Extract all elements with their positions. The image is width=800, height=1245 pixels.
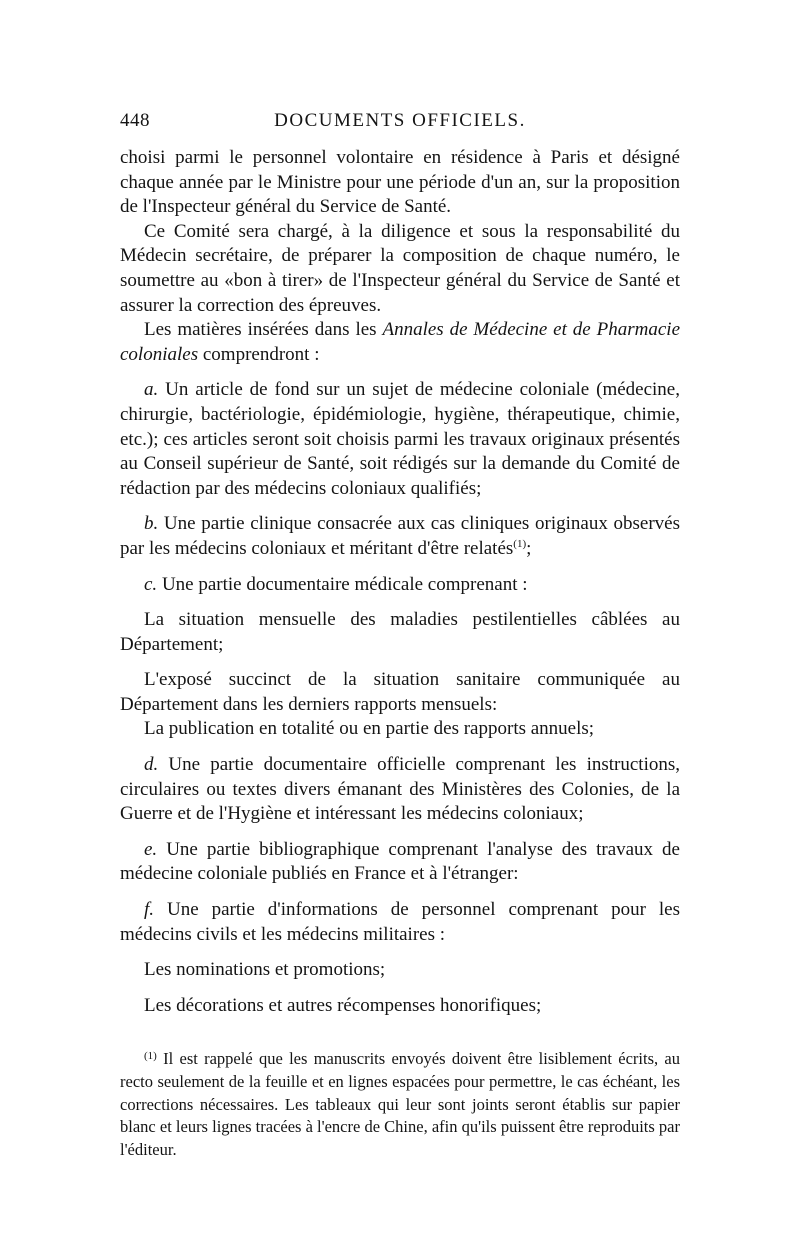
footnote-mark: (1)	[144, 1050, 157, 1063]
list-item-c	[120, 573, 680, 598]
item-c-text: Une partie documentaire médicale comprenant :	[157, 573, 528, 595]
item-c-letter: c.	[144, 573, 158, 595]
footnote-reference: (1)	[513, 537, 527, 550]
item-b-text: Une partie clinique consacrée aux cas cliniques originaux observés par les médecins coloniaux et méritant d'être relatés	[120, 513, 680, 559]
body-text	[120, 146, 680, 1018]
list-item-a	[120, 378, 680, 501]
journal-title: Annales de Médecine et de Pharmacie coloniales	[120, 319, 681, 365]
item-f-text: Une partie d'informations de personnel comprenant pour les médecins civils et les médecins militaires :	[120, 899, 680, 945]
item-c-subitem-2: L'exposé succinct de la situation sanitaire communiquée au Département dans les derniers rapports mensuels:	[120, 669, 680, 715]
item-e-letter: e.	[144, 838, 158, 860]
page-number: 448	[120, 110, 150, 131]
item-b-end: ;	[526, 537, 532, 559]
item-a-text: Un article de fond sur un sujet de médecine coloniale (médecine, chirurgie, bactériologie, épidémiologie, hygiène, thérapeutique, chimie, etc.); ces articles seront soit choisis parmi les travaux originaux présentés au Conseil supérieur de Santé, soit rédigés sur la demande du Comité de rédaction par des médecins coloniaux qualifiés;	[120, 379, 680, 499]
list-item-d	[120, 753, 680, 827]
paragraph-committee-duties: Ce Comité sera chargé, à la diligence et sous la responsabilité du Médecin secrétaire, de préparer la composition de chaque numéro, le soumettre au «bon à tirer» de l'Inspecteur général du Service de Santé et assurer la correction des épreuves.	[120, 220, 680, 316]
document-page	[120, 110, 680, 1178]
item-e-text: Une partie bibliographique comprenant l'analyse des travaux de médecine coloniale publiés en France et à l'étranger:	[120, 838, 680, 885]
list-item-b	[120, 512, 680, 561]
contents-intro-text: Les matières insérées dans les	[144, 319, 383, 341]
running-title: DOCUMENTS OFFICIELS.	[274, 110, 526, 131]
contents-intro-end: comprendront :	[198, 343, 320, 365]
footnote	[120, 1048, 680, 1161]
item-f-subitem-2: Les décorations et autres récompenses honorifiques;	[144, 994, 542, 1016]
item-f-letter: f.	[144, 899, 155, 921]
page-header	[120, 110, 680, 140]
list-item-e	[120, 838, 680, 887]
item-f-subitem-1: Les nominations et promotions;	[144, 959, 386, 981]
paragraph-committee-continued: choisi parmi le personnel volontaire en résidence à Paris et désigné chaque année par le Ministre pour une période d'un an, sur la proposition de l'Inspecteur général du Service de Santé.	[120, 147, 680, 218]
item-d-letter: d.	[144, 754, 159, 776]
item-c-subitem-1: La situation mensuelle des maladies pestilentielles câblées au Département;	[120, 609, 680, 655]
item-b-letter: b.	[144, 513, 159, 535]
footnote-text: Il est rappelé que les manuscrits envoyés doivent être lisiblement écrits, au recto seulement de la feuille et en lignes espacées pour permettre, le cas échéant, les corrections nécessaires. Les tableaux qui leur sont joints seront établis sur papier blanc et leurs lignes tracées à l'encre de Chine, afin qu'ils puissent être reproduits par l'éditeur.	[120, 1049, 680, 1159]
paragraph-contents-intro	[120, 318, 680, 367]
item-d-text: Une partie documentaire officielle comprenant les instructions, circulaires ou textes divers émanant des Ministères des Colonies, de la Guerre et de l'Hygiène et intéressant les médecins coloniaux;	[120, 754, 680, 825]
list-item-f	[120, 898, 680, 947]
item-c-subitem-3: La publication en totalité ou en partie des rapports annuels;	[144, 718, 595, 740]
item-a-letter: a.	[144, 379, 159, 401]
